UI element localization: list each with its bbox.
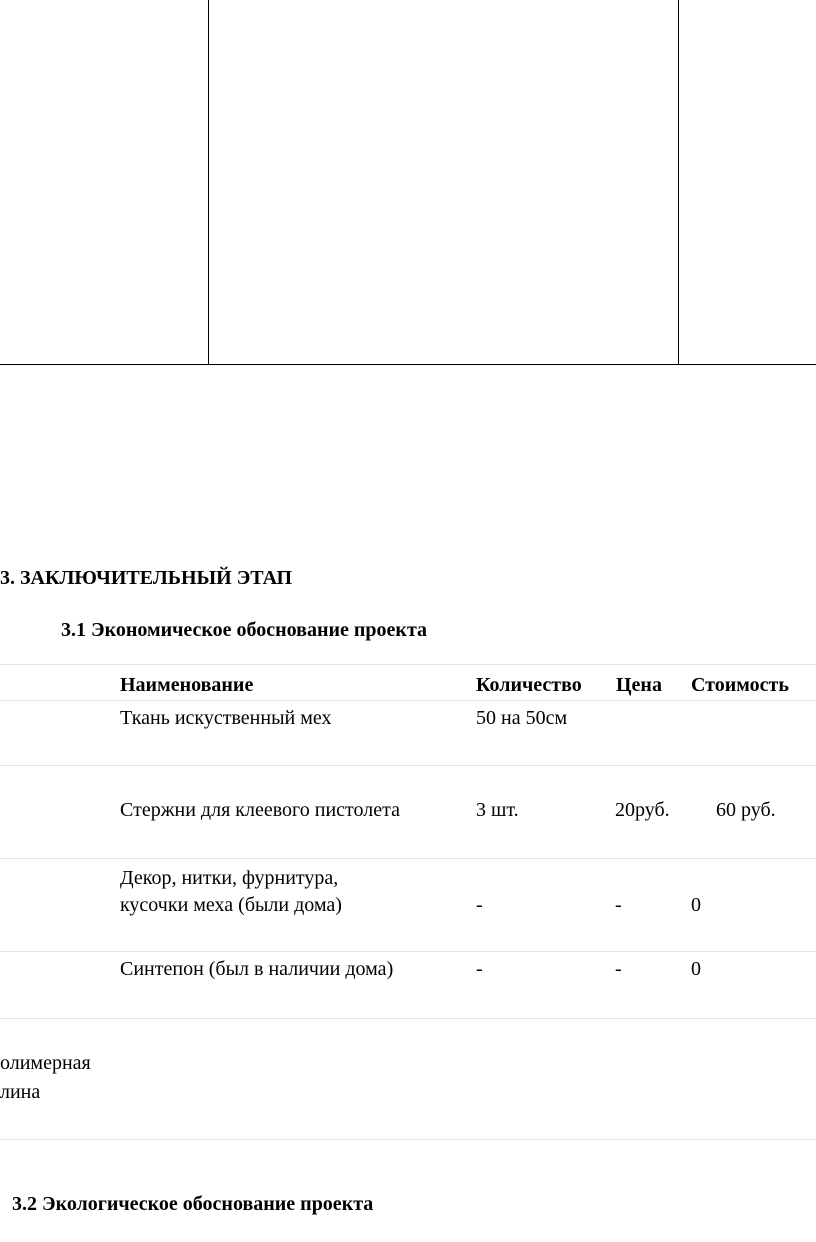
- table-cell-name: кусочки меха (были дома): [120, 894, 342, 916]
- header-cost: Стоимость: [691, 674, 789, 696]
- table-cell-quantity: -: [476, 894, 483, 916]
- table-cell-cost: 0: [691, 958, 701, 980]
- row-divider: [0, 1018, 816, 1019]
- table-cell-cropped: лина: [0, 1081, 41, 1103]
- table-cell-name: Декор, нитки, фурнитура,: [120, 867, 339, 889]
- table-cell-name: Стержни для клеевого пистолета: [120, 799, 400, 821]
- row-divider: [0, 951, 816, 952]
- table-cell-price: -: [615, 958, 622, 980]
- table-cell-quantity: 3 шт.: [476, 799, 519, 821]
- header-quantity: Количество: [476, 674, 582, 696]
- table-cell-quantity: -: [476, 958, 483, 980]
- table-cell-name: Синтепон (был в наличии дома): [120, 958, 394, 980]
- table-divider: [208, 0, 209, 364]
- table-cell-price: -: [615, 894, 622, 916]
- row-divider: [0, 858, 816, 859]
- table-cell-name: Ткань искуственный мех: [120, 707, 332, 729]
- section-heading-ecological: 3.2 Экологическое обоснование проекта: [12, 1193, 374, 1215]
- row-divider: [0, 700, 816, 701]
- header-price: Цена: [616, 674, 662, 696]
- header-name: Наименование: [120, 674, 254, 696]
- table-cell-cropped: олимерная: [0, 1052, 91, 1074]
- table-divider: [678, 0, 679, 364]
- table-cell-price: 20руб.: [615, 799, 670, 821]
- row-divider: [0, 1139, 816, 1140]
- row-divider: [0, 765, 816, 766]
- section-heading-final-stage: 3. ЗАКЛЮЧИТЕЛЬНЫЙ ЭТАП: [0, 567, 293, 589]
- table-cell-cost: 0: [691, 894, 701, 916]
- top-table-fragment: [0, 0, 816, 365]
- table-cell-quantity: 50 на 50см: [476, 707, 568, 729]
- table-cell-cost: 60 руб.: [716, 799, 776, 821]
- section-heading-economic: 3.1 Экономическое обоснование проекта: [61, 619, 428, 641]
- row-divider: [0, 664, 816, 665]
